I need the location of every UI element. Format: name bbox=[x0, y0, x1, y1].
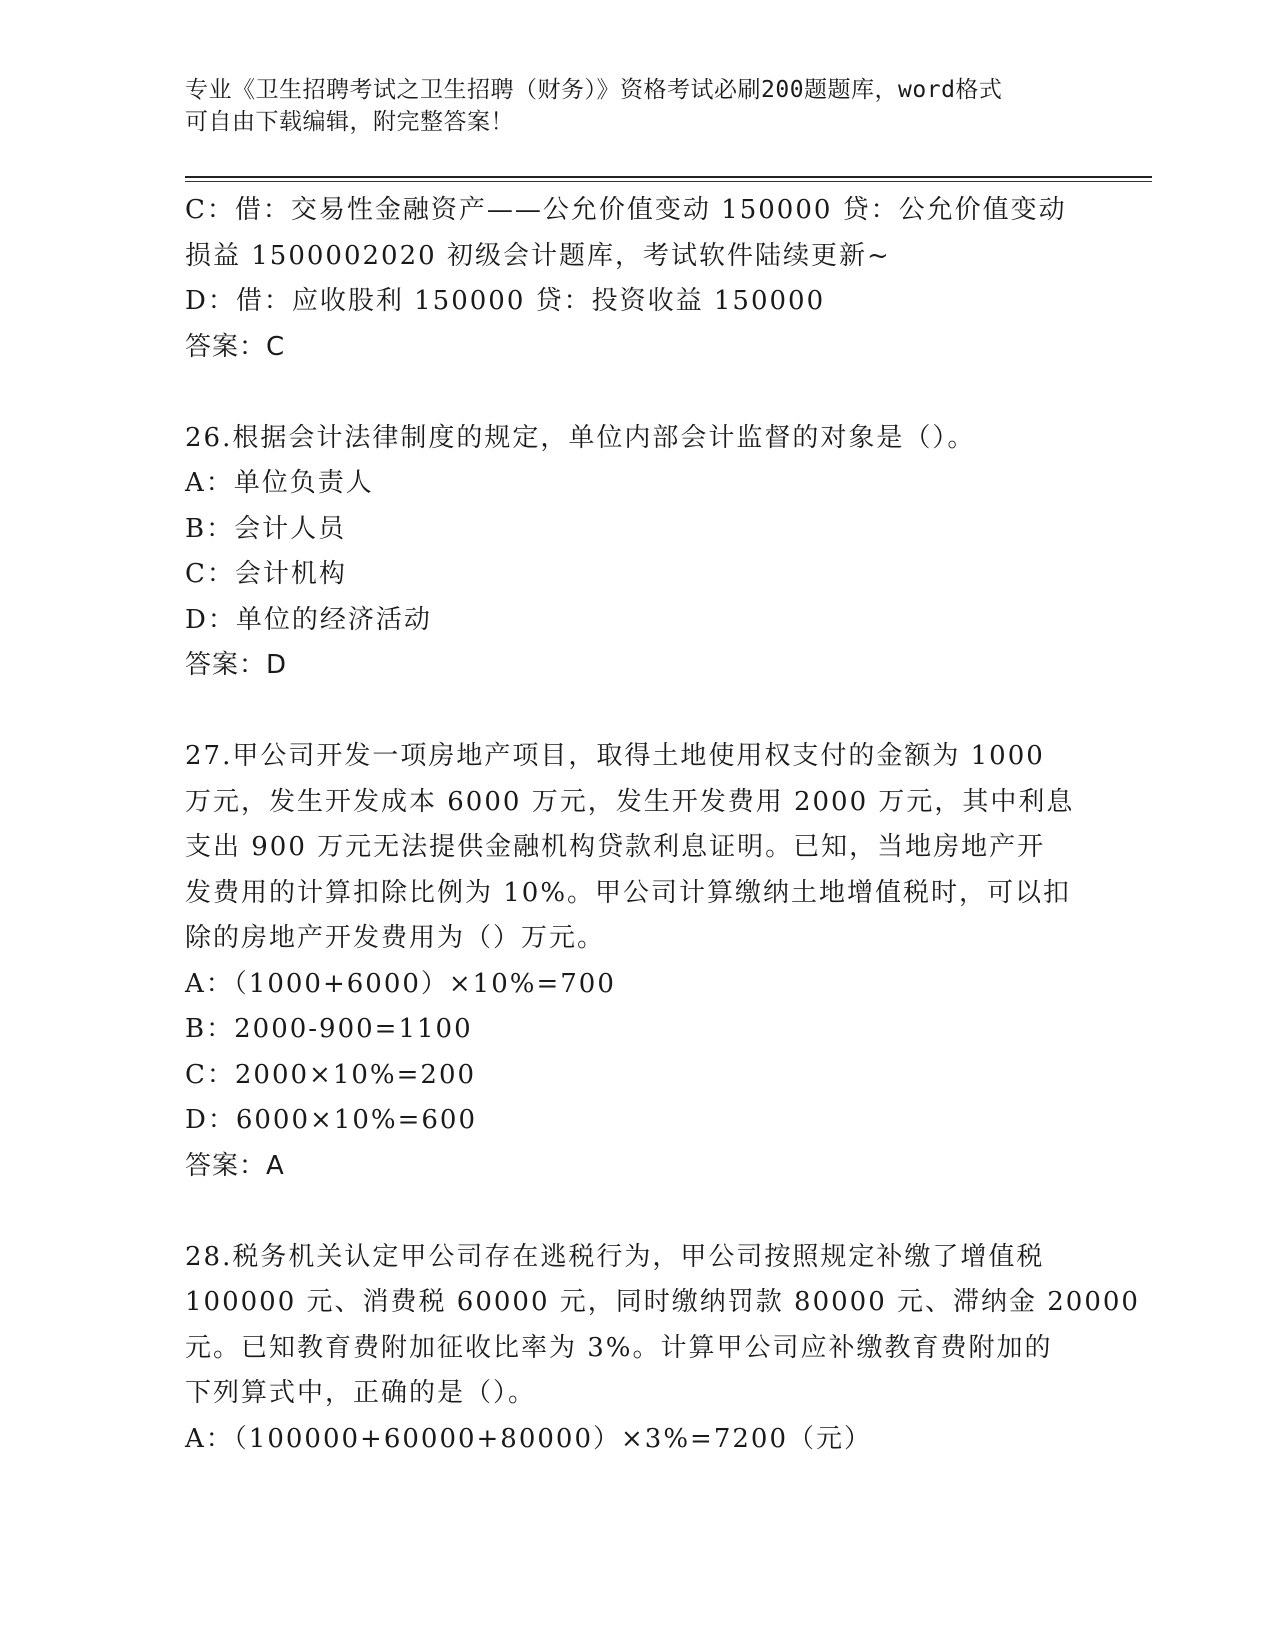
question-stem: 26.根据会计法律制度的规定，单位内部会计监督的对象是（）。 bbox=[185, 422, 976, 453]
question-stem-line-3: 元。已知教育费附加征收比率为 3%。计算甲公司应补缴教育费附加的 bbox=[185, 1332, 1053, 1363]
header-line-1: 专业《卫生招聘考试之卫生招聘（财务）》资格考试必刷200题题库，word格式 bbox=[185, 77, 1003, 103]
question-stem-line-2: 100000 元、消费税 60000 元，同时缴纳罚款 80000 元、滞纳金 20000 bbox=[185, 1287, 1140, 1317]
question-26 bbox=[185, 416, 1085, 689]
option-a: A：（100000+60000+80000）×3%=7200（元） bbox=[185, 1423, 873, 1454]
spacer bbox=[185, 1189, 1085, 1235]
option-d: D：借：应收股利 150000 贷：投资收益 150000 bbox=[185, 286, 826, 316]
option-a: A：（1000+6000）×10%=700 bbox=[185, 968, 616, 999]
option-c-line-1: C：借：交易性金融资产——公允价值变动 150000 贷：公允价值变动 bbox=[185, 195, 1067, 225]
option-c: C：会计机构 bbox=[185, 559, 347, 589]
answer: 答案：C bbox=[185, 331, 286, 362]
question-stem-line-1: 27.甲公司开发一项房地产项目，取得土地使用权支付的金额为 1000 bbox=[185, 741, 1045, 771]
option-a: A：单位负责人 bbox=[185, 468, 374, 498]
option-c-line-2: 损益 1500002020 初级会计题库，考试软件陆续更新~ bbox=[185, 240, 891, 271]
answer: 答案：D bbox=[185, 650, 288, 680]
question-stem-line-1: 28.税务机关认定甲公司存在逃税行为，甲公司按照规定补缴了增值税 bbox=[185, 1241, 1045, 1272]
header-divider-thin bbox=[185, 181, 1152, 182]
spacer bbox=[185, 370, 1085, 416]
header-divider-thick bbox=[185, 176, 1152, 178]
question-stem-line-2: 万元，发生开发成本 6000 万元，发生开发费用 2000 万元，其中利息 bbox=[185, 786, 1075, 817]
question-25 bbox=[185, 188, 1085, 370]
header-line-2: 可自由下载编辑，附完整答案！ bbox=[185, 109, 514, 135]
spacer bbox=[185, 689, 1085, 735]
question-stem-line-4: 发费用的计算扣除比例为 10%。甲公司计算缴纳土地增值税时，可以扣 bbox=[185, 877, 1072, 908]
answer: 答案：A bbox=[185, 1150, 285, 1181]
option-d: D：6000×10%=600 bbox=[185, 1105, 477, 1135]
option-d: D：单位的经济活动 bbox=[185, 604, 432, 635]
question-28 bbox=[185, 1235, 1140, 1463]
question-list bbox=[185, 188, 1140, 1462]
question-27 bbox=[185, 734, 1085, 1189]
question-stem-line-4: 下列算式中，正确的是（）。 bbox=[185, 1378, 537, 1408]
option-c: C：2000×10%=200 bbox=[185, 1059, 477, 1090]
question-stem-line-3: 支出 900 万元无法提供金融机构贷款利息证明。已知，当地房地产开 bbox=[185, 832, 1046, 862]
option-b: B：会计人员 bbox=[185, 513, 347, 544]
option-b: B：2000-900=1100 bbox=[185, 1014, 473, 1044]
question-stem-line-5: 除的房地产开发费用为（）万元。 bbox=[185, 923, 606, 953]
document-header bbox=[185, 74, 1085, 138]
